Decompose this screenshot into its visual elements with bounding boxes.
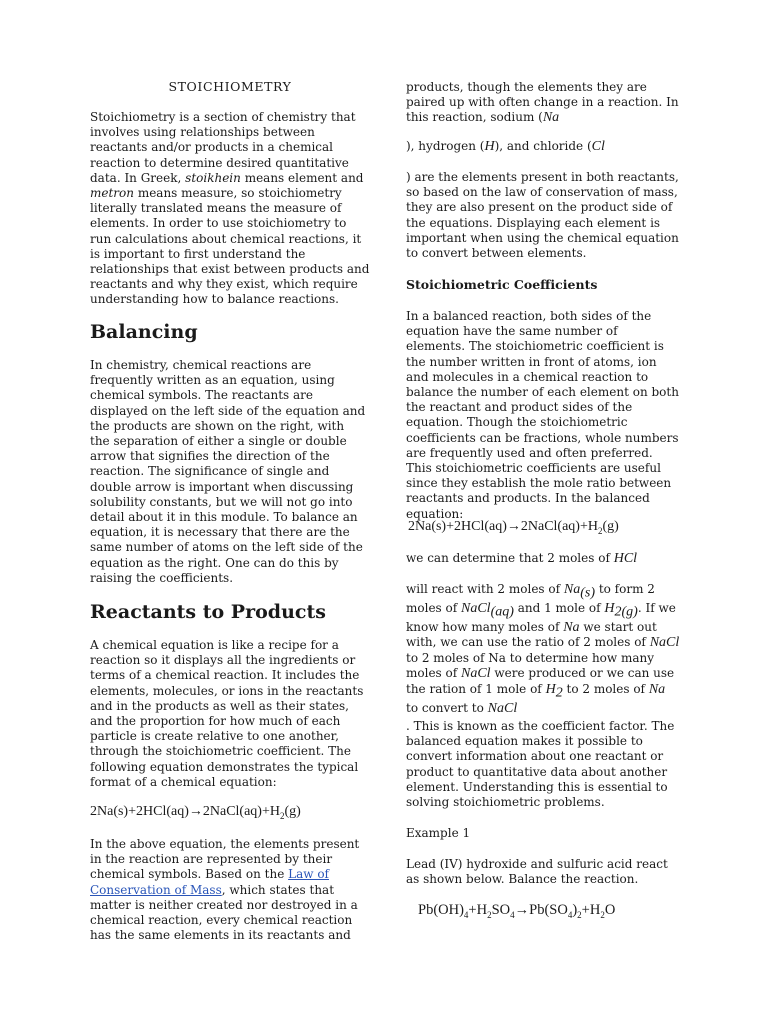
symbol-na: Na — [542, 110, 560, 126]
symbol-cl: Cl — [591, 139, 605, 154]
heading-reactants-to-products: Reactants to Products — [90, 601, 326, 623]
heading-balancing: Balancing — [90, 321, 198, 343]
ratio-na: Na — [563, 582, 581, 597]
ratio-h-2-sub: 2 — [555, 685, 563, 701]
coefficient-factor-paragraph: . This is known as the coefficient factor. The balanced equation makes it possible to convert information about one reactant or product to quantitative data about another element. Understanding this is essential to solving stoichiometric problems. — [406, 719, 675, 810]
eq3-part-b: +H — [468, 902, 488, 918]
elements-text-1: products, though the elements they are paired up with often change in a reaction. In this reaction, sodium ( — [406, 80, 679, 125]
intro-text-1: Stoichiometry is a section of chemistry that involves using relationships between reactants and/or products in a chemical reaction to determine desired quantitative data. In Greek, — [90, 110, 356, 185]
ratio-text-2: to form 2 moles of — [406, 582, 655, 615]
ratio-text-3: and 1 mole of — [513, 600, 605, 615]
intro-text-2: means element and — [240, 170, 364, 185]
conservation-text-1: In the above equation, the elements present in the reaction are represented by their chemical symbols. Based on the — [90, 837, 360, 882]
eq3-part-d: →Pb(SO — [514, 902, 568, 918]
equation-2-sub: 2 — [597, 525, 603, 536]
determine-paragraph — [406, 551, 680, 566]
elements-text-2: ), hydrogen ( — [406, 139, 485, 153]
example-label: Example 1 — [406, 826, 471, 840]
ratio-nacl-3: NaCl — [461, 666, 491, 682]
symbol-hcl: HCl — [613, 551, 638, 566]
equation-1-sub: 2 — [279, 810, 285, 821]
equation-2-main: 2Na(s)+2HCl(aq)→2NaCl(aq)+H — [408, 519, 598, 534]
balancing-paragraph: In chemistry, chemical reactions are frequently written as an equation, using chemical symbols. The reactants are displayed on the left side of the equation and the products are shown on the right, with the separation of either a single or double arrow that signifies the direction of the reaction. The significance of single and double arrow is important when discussing solubility constants, but we will not go into detail about it in this module. To balance an equation, it is necessary that there are the same number of atoms on the left side of the equation as the right. One can do this by raising the coefficients. — [90, 358, 366, 585]
ratio-text-9: to convert to — [406, 700, 488, 715]
ratio-text-4: . If we know how many moles of — [406, 600, 676, 634]
ratio-text-7: were produced or we can use the ration of 1 mole of — [406, 666, 675, 696]
ratio-text-6: to 2 moles of Na to determine how many moles of — [406, 650, 655, 681]
ratio-h-2: H — [545, 681, 556, 697]
ratio-na-sub: (s) — [580, 585, 595, 601]
chemical-equation-2 — [408, 519, 619, 536]
law-of-conservation-link[interactable]: Law of Conservation of Mass — [90, 867, 329, 897]
equation-2-end: (g) — [602, 519, 619, 534]
greek-word-stoikhein: stoikhein — [185, 170, 241, 185]
symbol-h: H — [484, 139, 495, 154]
equation-1-main: 2Na(s)+2HCl(aq)→2NaCl(aq)+H — [90, 804, 280, 819]
eq3-sub-d: 4 — [567, 909, 573, 920]
intro-text-3: means measure, so stoichiometry literally translated means the measure of elements. In order to use stoichiometry to run calculations about chemical reactions, it is important to first understand the relationships that exist between products and reactants and why they exist, which require understanding how to balance reactions. — [90, 186, 370, 307]
coefficients-paragraph: In a balanced reaction, both sides of the equation have the same number of elements. The stoichiometric coefficient is the number written in front of atoms, ion and molecules in a chemical reaction to balance the number of each element on both the reactant and product sides of the equation. Though the stoichiometric coefficients can be fractions, whole numbers are frequently used and often preferred. This stoichiometric coefficients are useful since they establish the mole ratio between reactants and products. In the balanced equation: — [406, 309, 679, 521]
eq3-sub-e: 2 — [577, 909, 582, 920]
reactants-paragraph: A chemical equation is like a recipe for a reaction so it displays all the ingredients or terms of a chemical reaction. It includes the elements, molecules, or ions in the reactants and in the products as well as their states, and the proportion for how much of each particle is create relative to one another, through the stoichiometric coefficient. The following equation demonstrates the typical format of a chemical equation: — [90, 638, 364, 789]
chemical-equation-1 — [90, 804, 301, 821]
ratio-text-1: will react with 2 moles of — [406, 582, 564, 596]
ratio-nacl-sub: (aq) — [490, 604, 514, 620]
eq3-part-f: +H — [581, 902, 601, 918]
elements-text-3: ), and chloride ( — [494, 139, 592, 153]
ratio-nacl-4: NaCl — [487, 700, 518, 716]
eq3-part-a: Pb(OH) — [418, 902, 464, 918]
eq3-sub-c: 4 — [510, 909, 515, 920]
eq3-sub-a: 4 — [463, 909, 469, 920]
example-paragraph: Lead (IV) hydroxide and sulfuric acid react as shown below. Balance the reaction. — [406, 857, 668, 887]
greek-word-metron: metron — [90, 186, 134, 201]
ratio-h: H — [604, 600, 615, 616]
ratio-h-sub: 2(g) — [614, 604, 638, 620]
determine-text: we can determine that 2 moles of — [406, 551, 614, 565]
elements-paragraph-3: ) are the elements present in both reactants, so based on the law of conservation of mass, they are also present on the product side of the equations. Displaying each element is important when using the chemical equation to convert between elements. — [406, 170, 679, 261]
conservation-text-2: , which states that matter is neither created nor destroyed in a chemical reaction, every chemical reaction has the same elements in its reactants and — [90, 882, 358, 943]
eq3-sub-f: 2 — [600, 909, 605, 920]
ratio-text-5: we start out with, we can use the ratio of 2 moles of — [406, 619, 657, 650]
equation-1-end: (g) — [284, 804, 301, 819]
ratio-nacl-2: NaCl — [649, 635, 680, 651]
chemical-equation-3 — [418, 902, 615, 920]
ratio-na-2: Na — [563, 619, 580, 635]
ratio-na-3: Na — [648, 681, 666, 697]
elements-paragraph-2 — [406, 139, 680, 154]
intro-paragraph — [90, 110, 370, 308]
document-title: STOICHIOMETRY — [168, 79, 292, 94]
heading-stoichiometric-coefficients: Stoichiometric Coefficients — [406, 277, 598, 292]
ratio-nacl: NaCl — [461, 600, 491, 616]
eq3-sub-b: 2 — [487, 909, 492, 920]
conservation-paragraph — [90, 837, 368, 943]
eq3-part-g: O — [604, 902, 616, 918]
eq3-part-e: ) — [572, 902, 578, 918]
elements-paragraph — [406, 80, 680, 126]
mole-ratio-paragraph — [406, 582, 680, 716]
eq3-part-c: SO — [491, 902, 511, 918]
ratio-text-8: to 2 moles of — [562, 681, 649, 696]
